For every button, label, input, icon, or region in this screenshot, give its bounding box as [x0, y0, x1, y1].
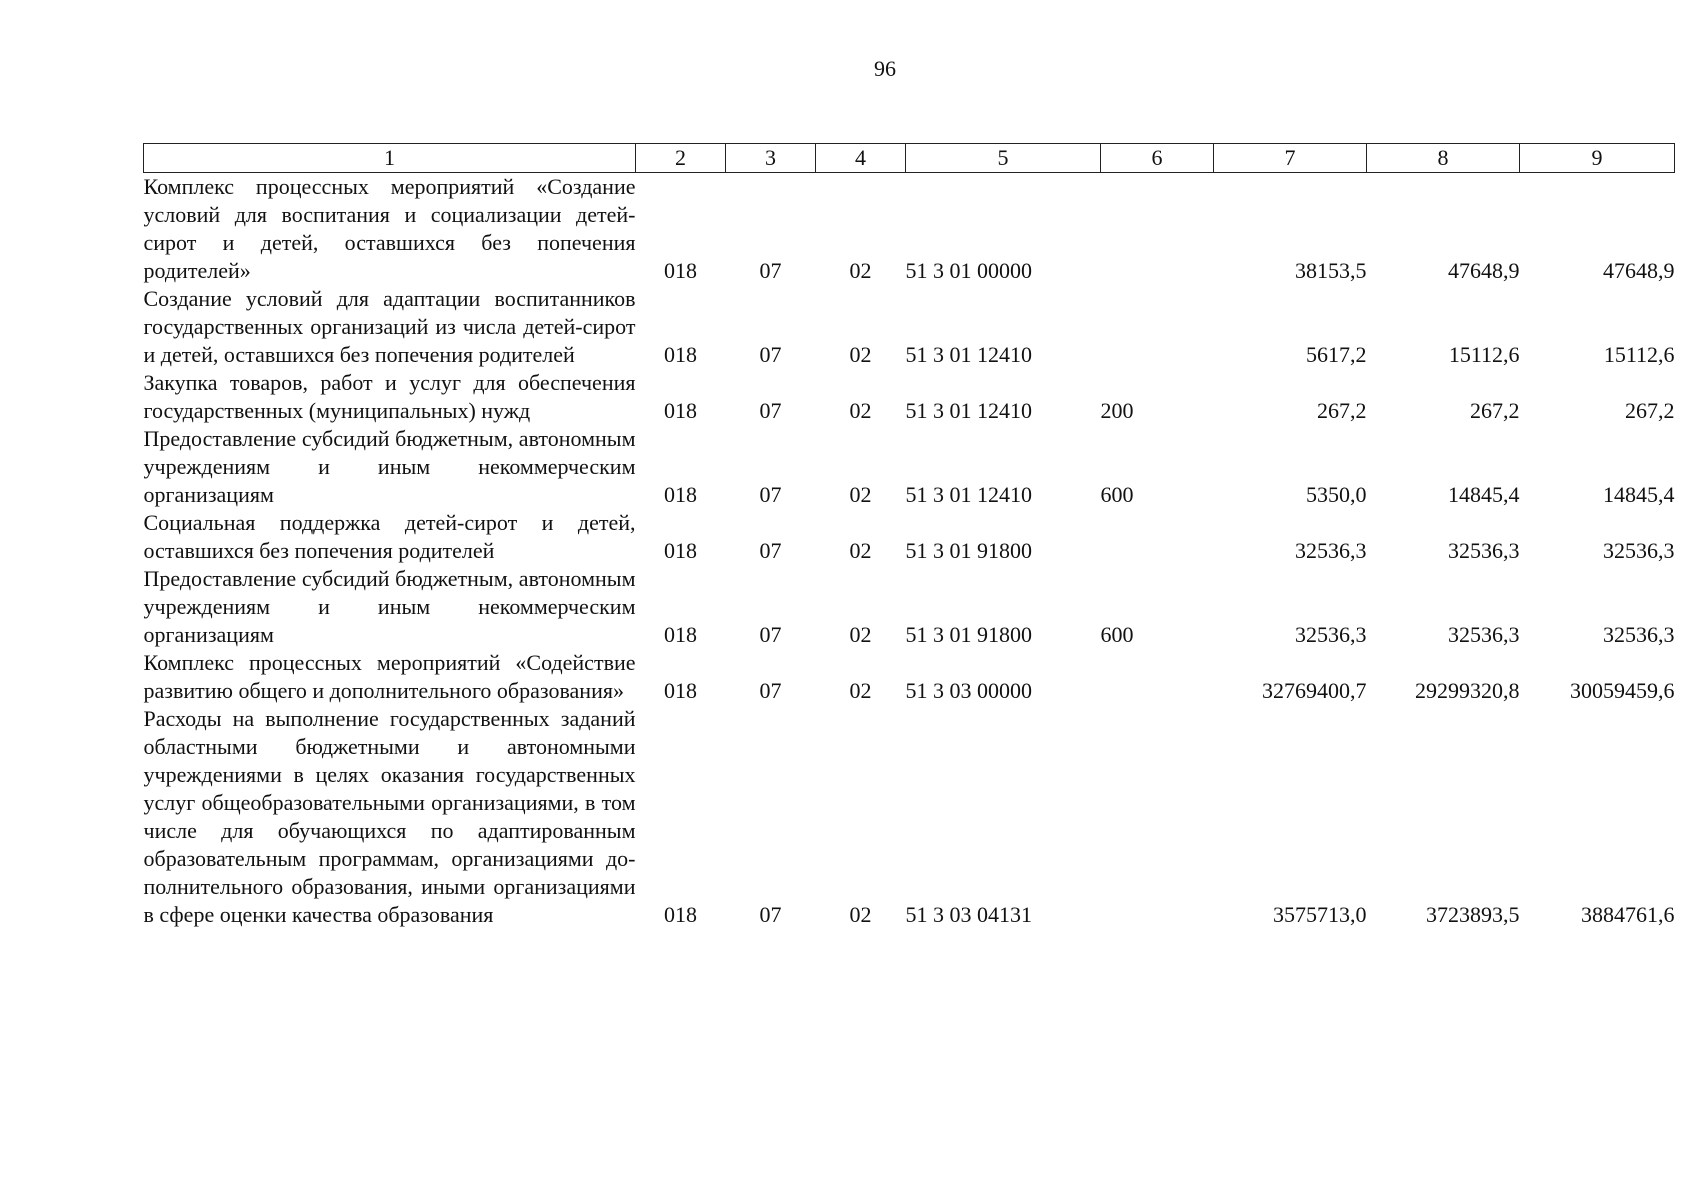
table-row: [144, 369, 1675, 425]
column-header: 7: [1214, 144, 1367, 173]
target-article-code: 51 3 03 04131: [905, 902, 1032, 927]
section-code: 07: [759, 342, 782, 367]
column-header: 8: [1367, 144, 1520, 173]
amount-year-1: 32769400,7: [1262, 678, 1367, 703]
column-header: 2: [636, 144, 726, 173]
amount-year-3: 32536,3: [1603, 538, 1675, 563]
amount-year-3: 15112,6: [1603, 342, 1675, 367]
table-row: [144, 285, 1675, 369]
column-header: 3: [726, 144, 816, 173]
amount-year-1: 3575713,0: [1273, 902, 1367, 927]
amount-year-1: 267,2: [1317, 398, 1367, 423]
row-description: Расходы на выполнение государственных заданий областными бюджетными и автономными учреждениями в целях оказания государственных услуг общеобразовательными организациями, в том числе для обучающихся по адаптированным образовательным программам, организациями дополнительного образования, иными организациями в сфере оценки качества образования: [143, 706, 636, 927]
subsection-code: 02: [849, 398, 872, 423]
page-number: 96: [874, 56, 896, 81]
target-article-code: 51 3 01 00000: [905, 258, 1032, 283]
chapter-code: 018: [664, 678, 697, 703]
target-article-code: 51 3 01 91800: [905, 622, 1032, 647]
row-description: Комплекс процессных мероприятий «Содействие развитию общего и дополнительного образования»: [143, 650, 636, 703]
amount-year-1: 32536,3: [1295, 622, 1367, 647]
chapter-code: 018: [664, 482, 697, 507]
row-description: Социальная поддержка детей-сирот и детей, оставшихся без попечения родителей: [143, 510, 636, 563]
table-row: [144, 705, 1675, 929]
amount-year-3: 47648,9: [1603, 258, 1675, 283]
chapter-code: 018: [664, 342, 697, 367]
target-article-code: 51 3 03 00000: [905, 678, 1032, 703]
amount-year-1: 38153,5: [1295, 258, 1367, 283]
amount-year-2: 267,2: [1470, 398, 1520, 423]
amount-year-3: 14845,4: [1603, 482, 1675, 507]
table-body: [144, 173, 1675, 930]
amount-year-1: 5350,0: [1306, 482, 1367, 507]
expense-type-code: [1101, 173, 1214, 286]
table-row: [144, 509, 1675, 565]
target-article-code: 51 3 01 12410: [905, 398, 1032, 423]
subsection-code: 02: [849, 258, 872, 283]
row-description: Предоставление субсидий бюджетным, автономным учреждениям и иным некоммерческим организациям: [143, 426, 636, 507]
row-description: Комплекс процессных мероприятий «Создание условий для воспитания и социализации детей-сирот и детей, оставшихся без попечения родителей»: [143, 174, 636, 283]
section-code: 07: [759, 538, 782, 563]
amount-year-3: 30059459,6: [1570, 678, 1675, 703]
amount-year-2: 32536,3: [1448, 538, 1520, 563]
header-row: [144, 144, 1675, 173]
chapter-code: 018: [664, 258, 697, 283]
section-code: 07: [759, 482, 782, 507]
expense-type-code: [1101, 649, 1214, 705]
section-code: 07: [759, 622, 782, 647]
expense-type-code: [1101, 705, 1214, 929]
column-header: 9: [1520, 144, 1675, 173]
subsection-code: 02: [849, 678, 872, 703]
column-header: 5: [906, 144, 1101, 173]
table-row: [144, 565, 1675, 649]
budget-table: [143, 143, 1675, 929]
section-code: 07: [759, 678, 782, 703]
target-article-code: 51 3 01 12410: [905, 342, 1032, 367]
amount-year-2: 3723893,5: [1426, 902, 1520, 927]
expense-type-code: 200: [1100, 398, 1134, 423]
subsection-code: 02: [849, 622, 872, 647]
expense-type-code: 600: [1100, 622, 1134, 647]
target-article-code: 51 3 01 12410: [905, 482, 1032, 507]
target-article-code: 51 3 01 91800: [905, 538, 1032, 563]
chapter-code: 018: [664, 398, 697, 423]
column-header: 6: [1101, 144, 1214, 173]
amount-year-3: 267,2: [1625, 398, 1675, 423]
subsection-code: 02: [849, 538, 872, 563]
chapter-code: 018: [664, 622, 697, 647]
row-description: Закупка товаров, работ и услуг для обеспечения государственных (муниципальных) нужд: [143, 370, 636, 423]
amount-year-3: 3884761,6: [1581, 902, 1675, 927]
subsection-code: 02: [849, 482, 872, 507]
expense-type-code: [1101, 285, 1214, 369]
table-row: [144, 425, 1675, 509]
amount-year-2: 15112,6: [1448, 342, 1520, 367]
column-header: 4: [816, 144, 906, 173]
section-code: 07: [759, 258, 782, 283]
table-row: [144, 173, 1675, 286]
subsection-code: 02: [849, 902, 872, 927]
table-row: [144, 649, 1675, 705]
section-code: 07: [759, 902, 782, 927]
section-code: 07: [759, 398, 782, 423]
amount-year-1: 32536,3: [1295, 538, 1367, 563]
amount-year-2: 14845,4: [1448, 482, 1520, 507]
row-description: Создание условий для адаптации воспитанников государственных организаций из числа детей-сирот и детей, оставшихся без попечения родителей: [143, 286, 636, 367]
column-header: 1: [144, 144, 636, 173]
amount-year-3: 32536,3: [1603, 622, 1675, 647]
amount-year-2: 47648,9: [1448, 258, 1520, 283]
expense-type-code: [1101, 509, 1214, 565]
chapter-code: 018: [664, 538, 697, 563]
chapter-code: 018: [664, 902, 697, 927]
expense-type-code: 600: [1100, 482, 1134, 507]
amount-year-2: 29299320,8: [1415, 678, 1520, 703]
amount-year-2: 32536,3: [1448, 622, 1520, 647]
amount-year-1: 5617,2: [1306, 342, 1367, 367]
subsection-code: 02: [849, 342, 872, 367]
row-description: Предоставление субсидий бюджетным, автономным учреждениям и иным некоммерческим организациям: [143, 566, 636, 647]
